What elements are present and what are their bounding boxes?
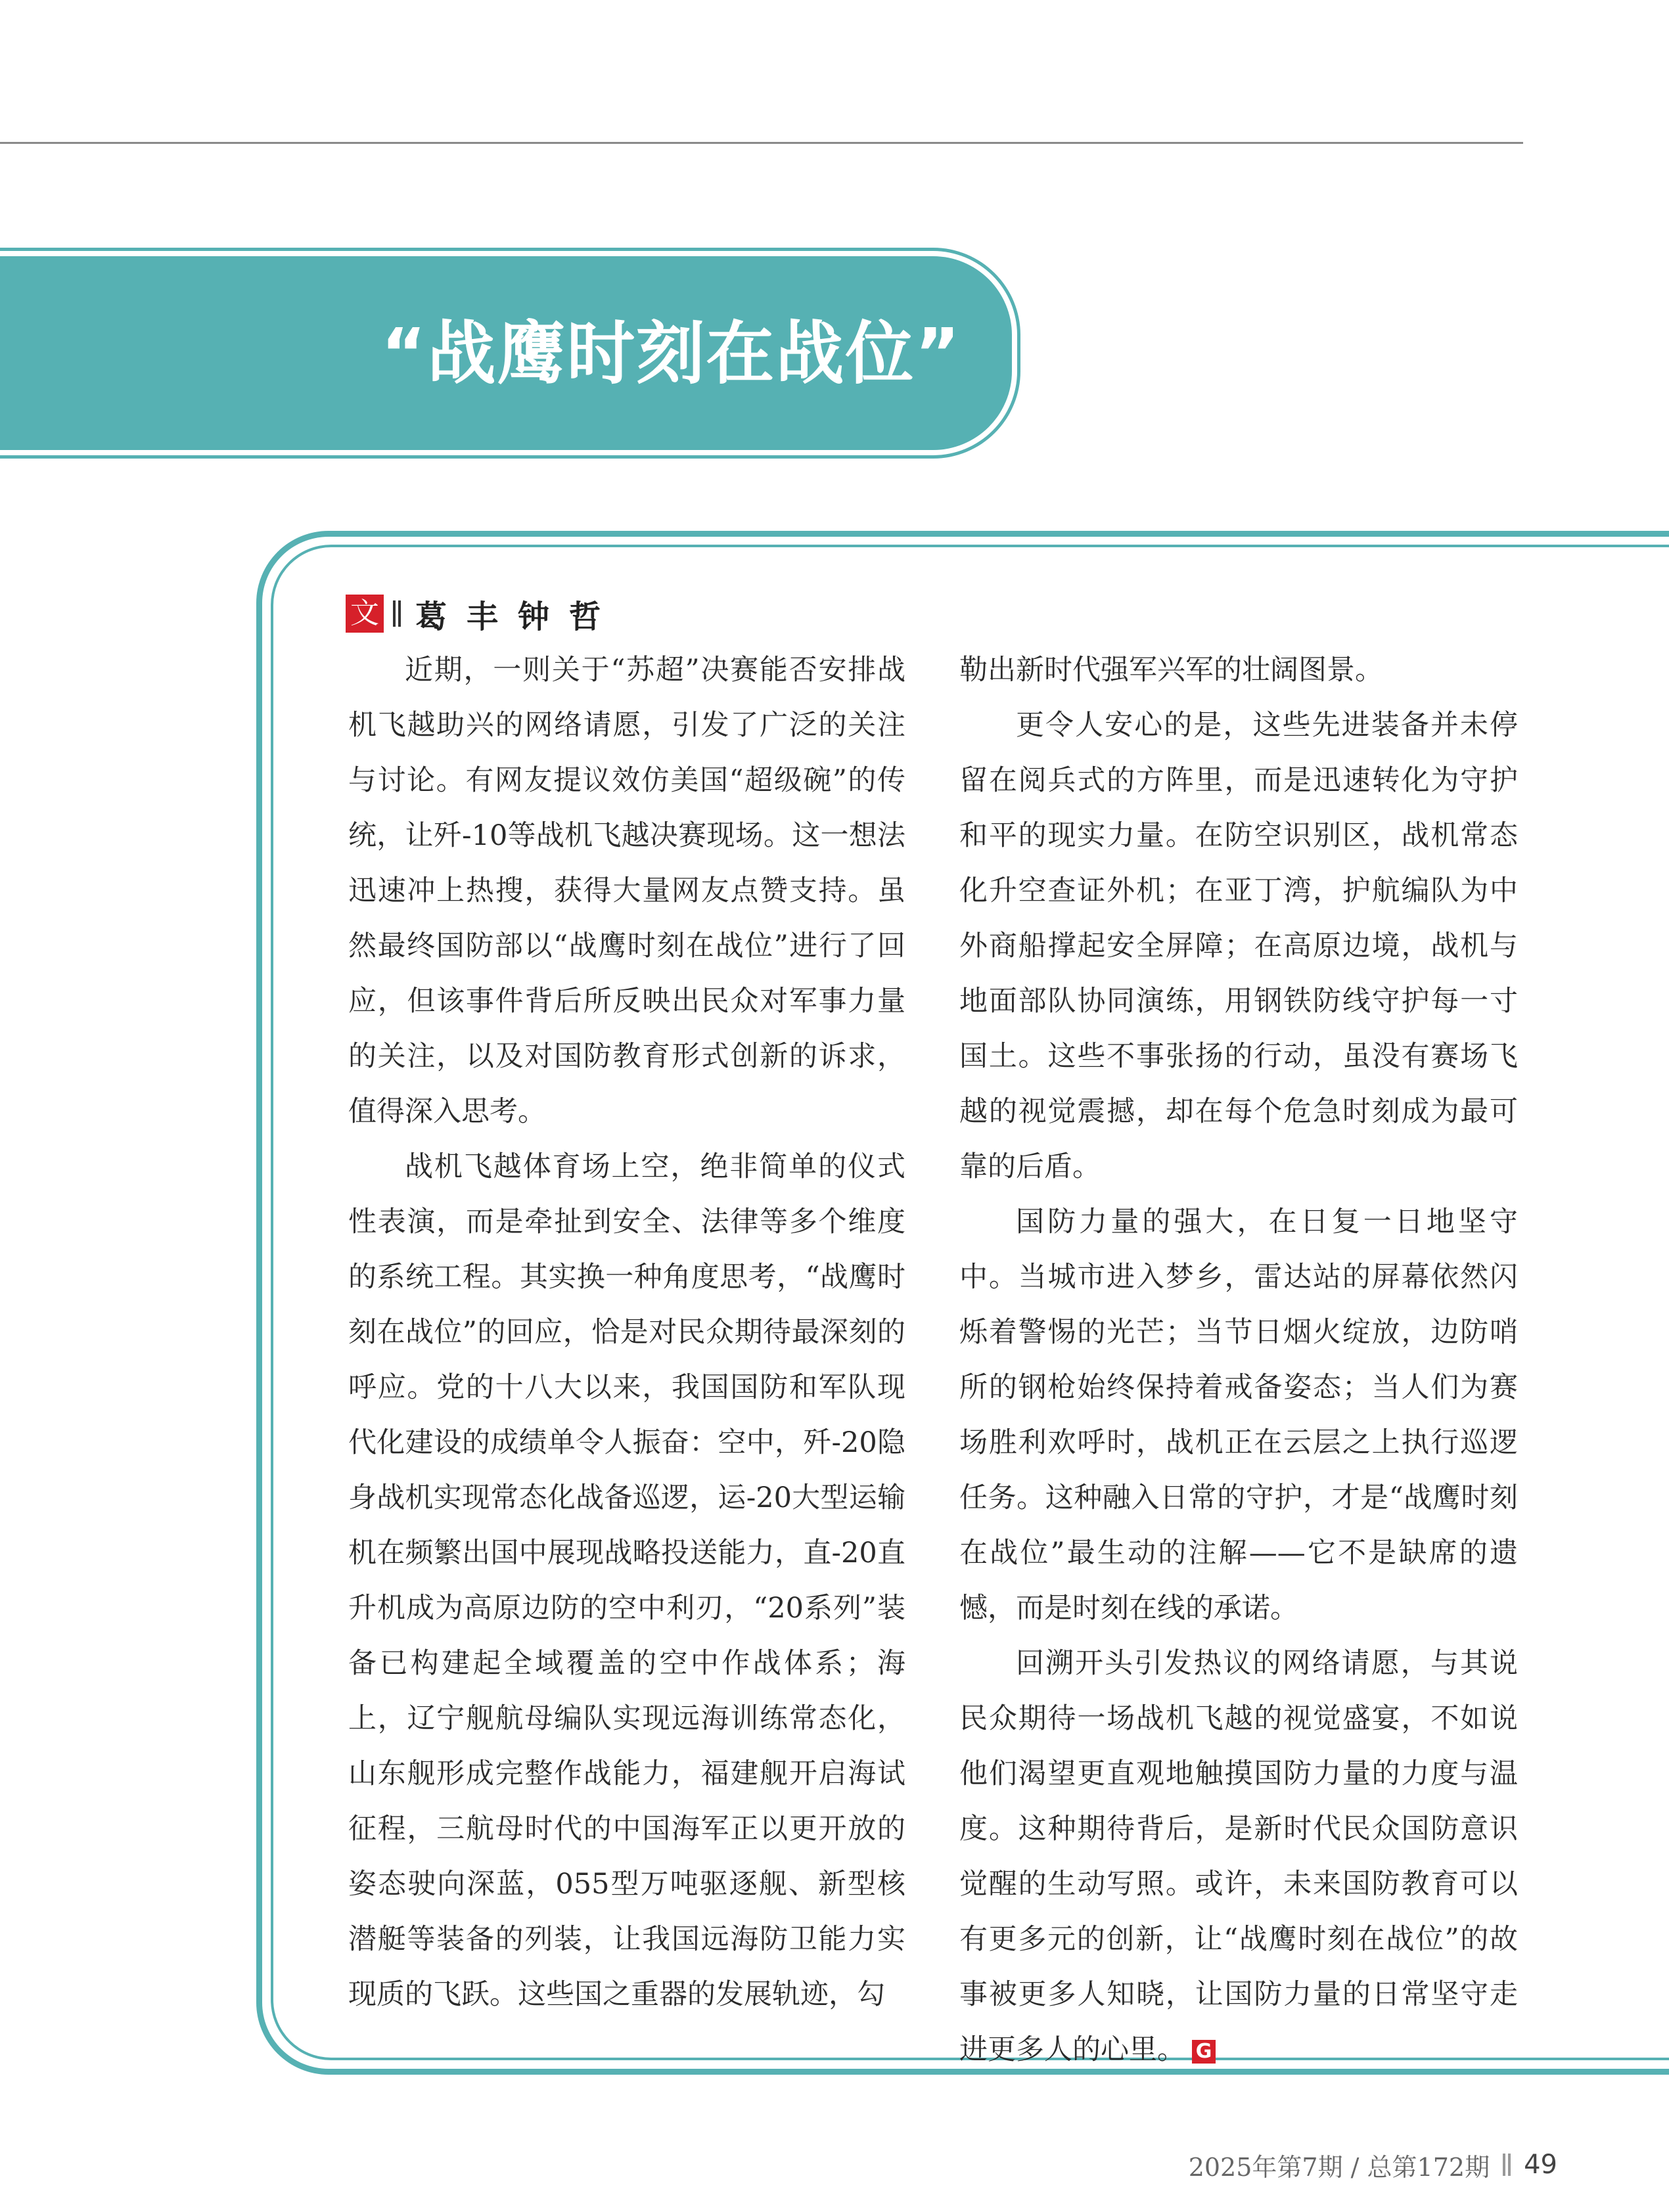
paragraph: 更令人安心的是，这些先进装备并未停留在阅兵式的方阵里，而是迅速转化为守护和平的现实力量。在防空识别区，战机常态化升空查证外机；在亚丁湾，护航编队为中外商船撑起安全屏障；在高原边境，战机与地面部队协同演练，用钢铁防线守护每一寸国土。这些不事张扬的行动，虽没有赛场飞越的视觉震撼，却在每个危急时刻成为最可靠的后盾。 xyxy=(959,709,1518,1183)
end-mark-icon: G xyxy=(1192,2040,1216,2064)
byline-separator xyxy=(393,600,401,627)
byline xyxy=(346,590,620,637)
paragraph: 国防力量的强大，在日复一日地坚守中。当城市进入梦乡，雷达站的屏幕依然闪烁着警惕的光芒；当节日烟火绽放，边防哨所的钢枪始终保持着戒备姿态；当人们为赛场胜利欢呼时，战机正在云层之上执行巡逻任务。这种融入日常的守护，才是“战鹰时刻在战位”最生动的注解——它不是缺席的遗憾，而是时刻在线的承诺。 xyxy=(959,1206,1518,1625)
footer-separator xyxy=(1503,2154,1511,2176)
paragraph-last xyxy=(959,1636,1518,2077)
issue-info: 2025年第7期 / 总第172期 xyxy=(1188,2152,1490,2182)
paragraph-text: 回溯开头引发热议的网络请愿，与其说民众期待一场战机飞越的视觉盛宴，不如说他们渴望更直观地触摸国防力量的力度与温度。这种期待背后，是新时代民众国防意识觉醒的生动写照。或许，未来国防教育可以有更多元的创新，让“战鹰时刻在战位”的故事被更多人知晓，让国防力量的日常坚守走进更多人的心里。 xyxy=(959,1647,1518,2066)
byline-tag: 文 xyxy=(346,595,384,633)
top-rule xyxy=(0,142,1523,144)
article-title: “战鹰时刻在战位” xyxy=(381,313,961,394)
page-footer xyxy=(1189,2142,1557,2188)
byline-authors: 葛丰钟哲 xyxy=(415,598,621,635)
right-column xyxy=(959,643,1518,2077)
paragraph-continuation: 勒出新时代强军兴军的壮阔图景。 xyxy=(959,654,1383,687)
paragraph: 近期，一则关于“苏超”决赛能否安排战机飞越助兴的网络请愿，引发了广泛的关注与讨论。有网友提议效仿美国“超级碗”的传统，让歼-10等战机飞越决赛现场。这一想法迅速冲上热搜，获得大量网友点赞支持。虽然最终国防部以“战鹰时刻在战位”进行了回应，但该事件背后所反映出民众对军事力量的关注，以及对国防教育形式创新的诉求，值得深入思考。 xyxy=(348,654,905,1128)
page-number: 49 xyxy=(1524,2150,1557,2180)
paragraph: 战机飞越体育场上空，绝非简单的仪式性表演，而是牵扯到安全、法律等多个维度的系统工程。其实换一种角度思考，“战鹰时刻在战位”的回应，恰是对民众期待最深刻的呼应。党的十八大以来，我国国防和军队现代化建设的成绩单令人振奋：空中，歼-20隐身战机实现常态化战备巡逻，运-20大型运输机在频繁出国中展现战略投送能力，直-20直升机成为高原边防的空中利刃，“20系列”装备已构建起全域覆盖的空中作战体系；海上，辽宁舰航母编队实现远海训练常态化，山东舰形成完整作战能力，福建舰开启海试征程，三航母时代的中国海军正以更开放的姿态驶向深蓝，055型万吨驱逐舰、新型核潜艇等装备的列装，让我国远海防卫能力实现质的飞跃。这些国之重器的发展轨迹，勾 xyxy=(348,1150,905,2011)
left-column xyxy=(348,643,905,2022)
